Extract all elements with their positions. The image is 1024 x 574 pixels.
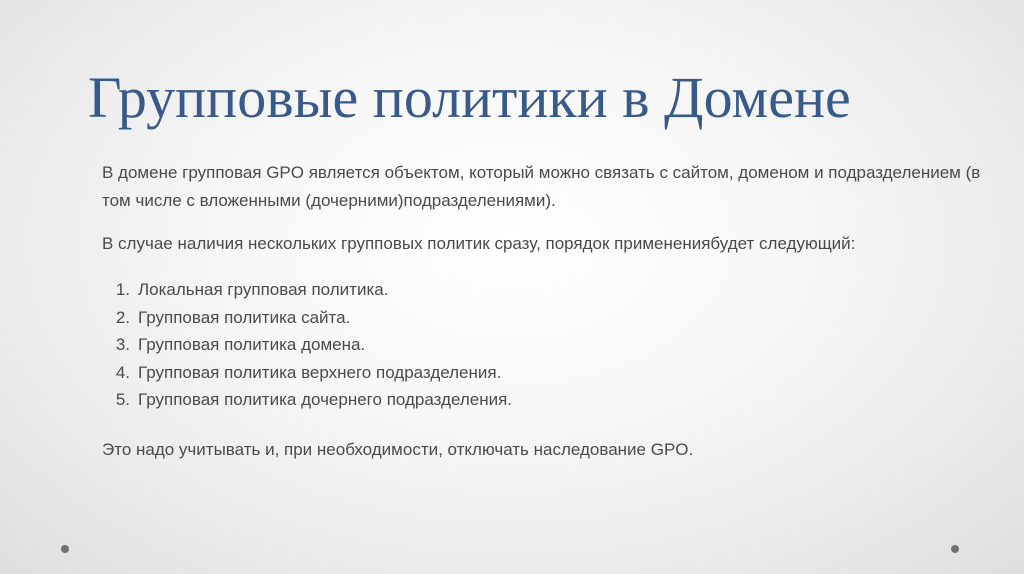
corner-dot-right (951, 545, 959, 553)
list-item-text: Групповая политика домена. (138, 335, 366, 354)
list-item-number: 5. (115, 390, 130, 409)
list-item-text: Локальная групповая политика. (138, 280, 389, 299)
intro-paragraph: В домене групповая GPO является объектом, который можно связать с сайтом, доменом и подразделением (в том числе с вложенными (дочерними)подразделениями). (102, 163, 981, 210)
list-item (102, 276, 512, 304)
list-item-number: 4. (115, 362, 130, 382)
list-item (102, 386, 512, 414)
order-paragraph: В случае наличия нескольких групповых политик сразу, порядок применениябудет следующий: (102, 234, 856, 253)
list-item-number: 1. (115, 280, 130, 299)
closing-paragraph: Это надо учитывать и, при необходимости, отключать наследование GPO. (102, 440, 694, 459)
list-item-number: 2. (115, 307, 130, 327)
list-item (102, 359, 512, 387)
slide-title: Групповые политики в Домене (88, 65, 851, 130)
list-item-text: Групповая политика верхнего подразделения. (138, 362, 502, 382)
corner-dot-left (61, 545, 69, 553)
list-item (102, 304, 512, 332)
list-item (102, 331, 512, 359)
list-item-text: Групповая политика дочернего подразделения. (138, 390, 513, 409)
policy-order-list (102, 276, 512, 414)
list-item-text: Групповая политика сайта. (138, 307, 351, 327)
list-item-number: 3. (115, 335, 130, 354)
